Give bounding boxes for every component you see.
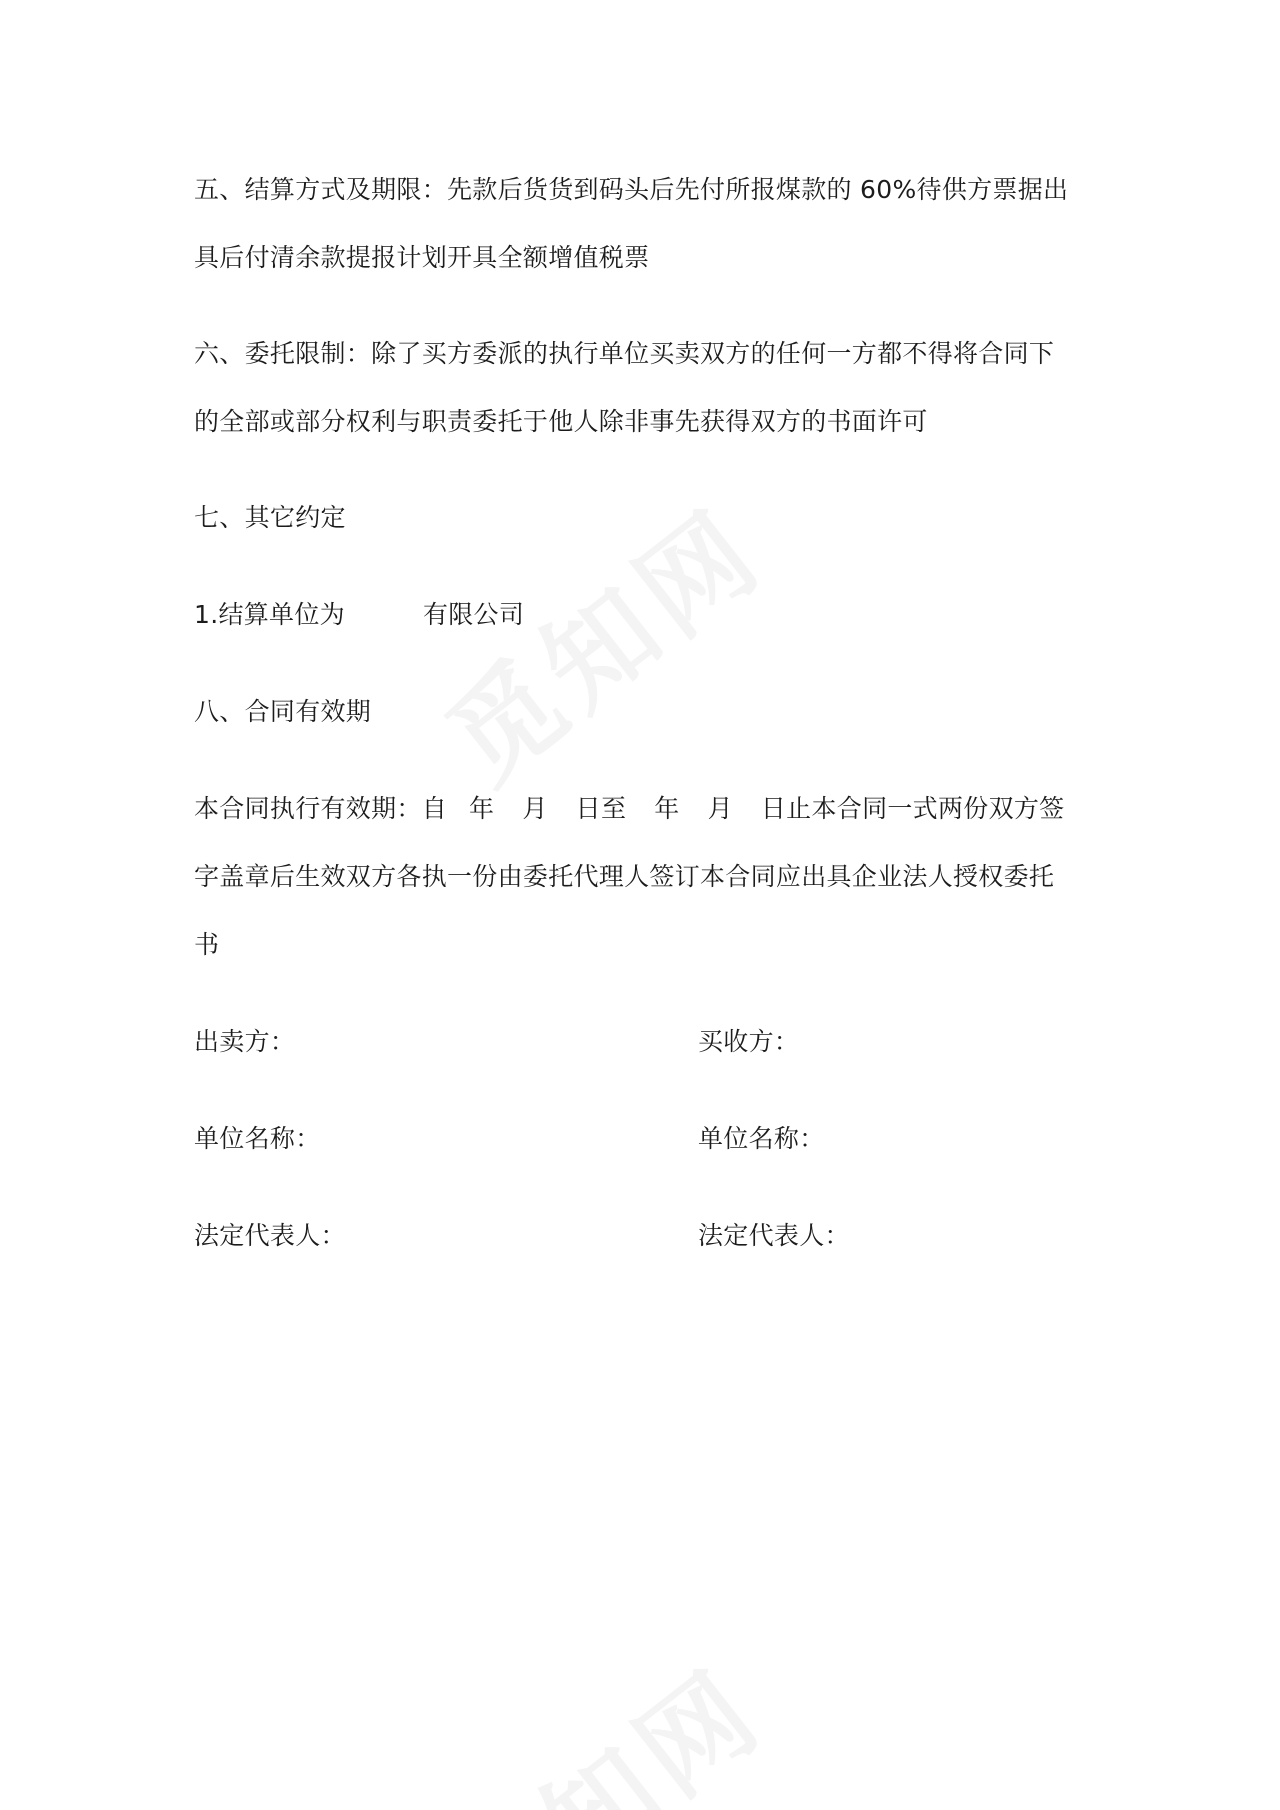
validity-prefix: 本合同执行有效期：自: [194, 794, 448, 823]
section-6-line-1: 六、委托限制：除了买方委派的执行单位买卖双方的任何一方都不得将合同下: [194, 339, 1055, 368]
buyer-label: 买收方：: [698, 1027, 800, 1056]
section-5-line-2: 具后付清余款提报计划开具全额增值税票: [194, 243, 650, 272]
buyer-legal-rep: 法定代表人：: [698, 1221, 850, 1250]
watermark: [410, 466, 791, 812]
validity-year-2: 年: [654, 794, 680, 823]
section-8-line-2: 字盖章后生效双方各执一份由委托代理人签订本合同应出具企业法人授权委托: [194, 862, 1055, 891]
section-7-title: 七、其它约定: [194, 503, 346, 532]
section-8-line-3: 书: [194, 930, 220, 959]
watermark-bottom: [410, 1626, 791, 1810]
validity-day-1: 日至: [575, 794, 627, 823]
validity-month-1: 月: [522, 794, 548, 823]
seller-legal-rep: 法定代表人：: [194, 1221, 346, 1250]
settlement-unit-prefix: 1.结算单位为: [194, 600, 345, 629]
section-7-item-1: [194, 598, 524, 632]
seller-unit-name: 单位名称：: [194, 1124, 321, 1153]
section-8-title: 八、合同有效期: [194, 697, 372, 726]
validity-month-2: 月: [707, 794, 733, 823]
section-6-line-2: 的全部或部分权利与职责委托于他人除非事先获得双方的书面许可: [194, 407, 928, 436]
validity-suffix: 日止本合同一式两份双方签: [760, 794, 1065, 823]
seller-label: 出卖方：: [194, 1027, 296, 1056]
validity-year-1: 年: [469, 794, 495, 823]
buyer-unit-name: 单位名称：: [698, 1124, 825, 1153]
settlement-unit-suffix: 有限公司: [422, 600, 525, 629]
section-8-line-1: [194, 792, 1064, 826]
section-5-line-1: 五、结算方式及期限：先款后货货到码头后先付所报煤款的 60%待供方票据出: [194, 175, 1069, 204]
